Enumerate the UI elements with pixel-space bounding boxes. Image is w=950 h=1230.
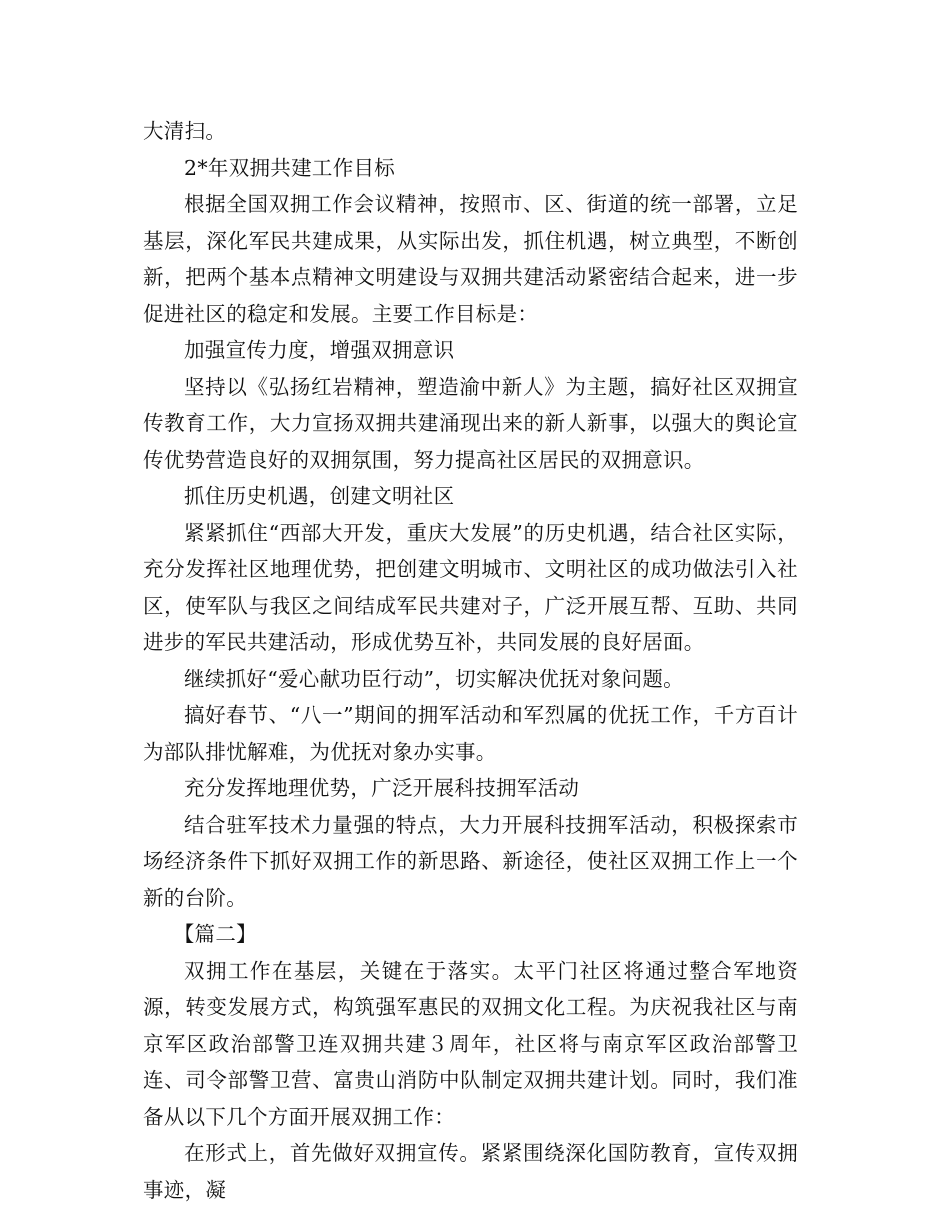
paragraph-intro: 根据全国双拥工作会议精神，按照市、区、街道的统一部署，立足基层，深化军民共建成果，从实际出发，抓住机遇，树立典型，不断创新，把两个基本点精神文明建设与双拥共建活动紧密结合起来，进一步促进社区的稳定和发展。主要工作目标是： [143,192,798,326]
section-heading-goals: 2*年双拥共建工作目标 [184,155,396,180]
paragraph-part-two-form: 在形式上，首先做好双拥宣传。紧紧围绕深化国防教育，宣传双拥事迹，凝 [143,1141,798,1202]
paragraph-technology: 结合驻军技术力量强的特点，大力开展科技拥军活动，积极探索市场经济条件下抓好双拥工作的新思路、新途径，使社区双拥工作上一个新的台阶。 [143,812,798,910]
document-page [143,113,798,1208]
subheading-opportunity: 抓住历史机遇，创建文明社区 [184,484,455,508]
paragraph-part-two-intro: 双拥工作在基层，关键在于落实。太平门社区将通过整合军地资源，转变发展方式，构筑强军惠民的双拥文化工程。为庆祝我社区与南京军区政治部警卫连双拥共建３周年，社区将与南京军区政治部警卫连、司令部警卫营、富贵山消防中队制定双拥共建计划。同时，我们准备从以下几个方面开展双拥工作： [143,958,798,1129]
paragraph-continuation: 大清扫。 [143,119,227,143]
subheading-publicity: 加强宣传力度，增强双拥意识 [184,338,455,362]
subheading-technology: 充分发挥地理优势，广泛开展科技拥军活动 [184,776,580,800]
paragraph-caring: 搞好春节、“八一”期间的拥军活动和军烈属的优抚工作，千方百计为部队排忧解难，为优抚对象办实事。 [143,703,798,764]
paragraph-publicity: 坚持以《弘扬红岩精神，塑造渝中新人》为主题，搞好社区双拥宣传教育工作，大力宣扬双拥共建涌现出来的新人新事，以强大的舆论宣传优势营造良好的双拥氛围，努力提高社区居民的双拥意识。 [143,374,798,472]
section-title-part-two: 【篇二】 [173,922,257,946]
subheading-caring: 继续抓好“爱心献功臣行动”，切实解决优抚对象问题。 [184,666,684,691]
paragraph-opportunity: 紧紧抓住“西部大开发，重庆大发展”的历史机遇，结合社区实际，充分发挥社区地理优势，把创建文明城市、文明社区的成功做法引入社区，使军队与我区之间结成军民共建对子，广泛开展互帮、互助、共同进步的军民共建活动，形成优势互补，共同发展的良好居面。 [143,520,798,654]
